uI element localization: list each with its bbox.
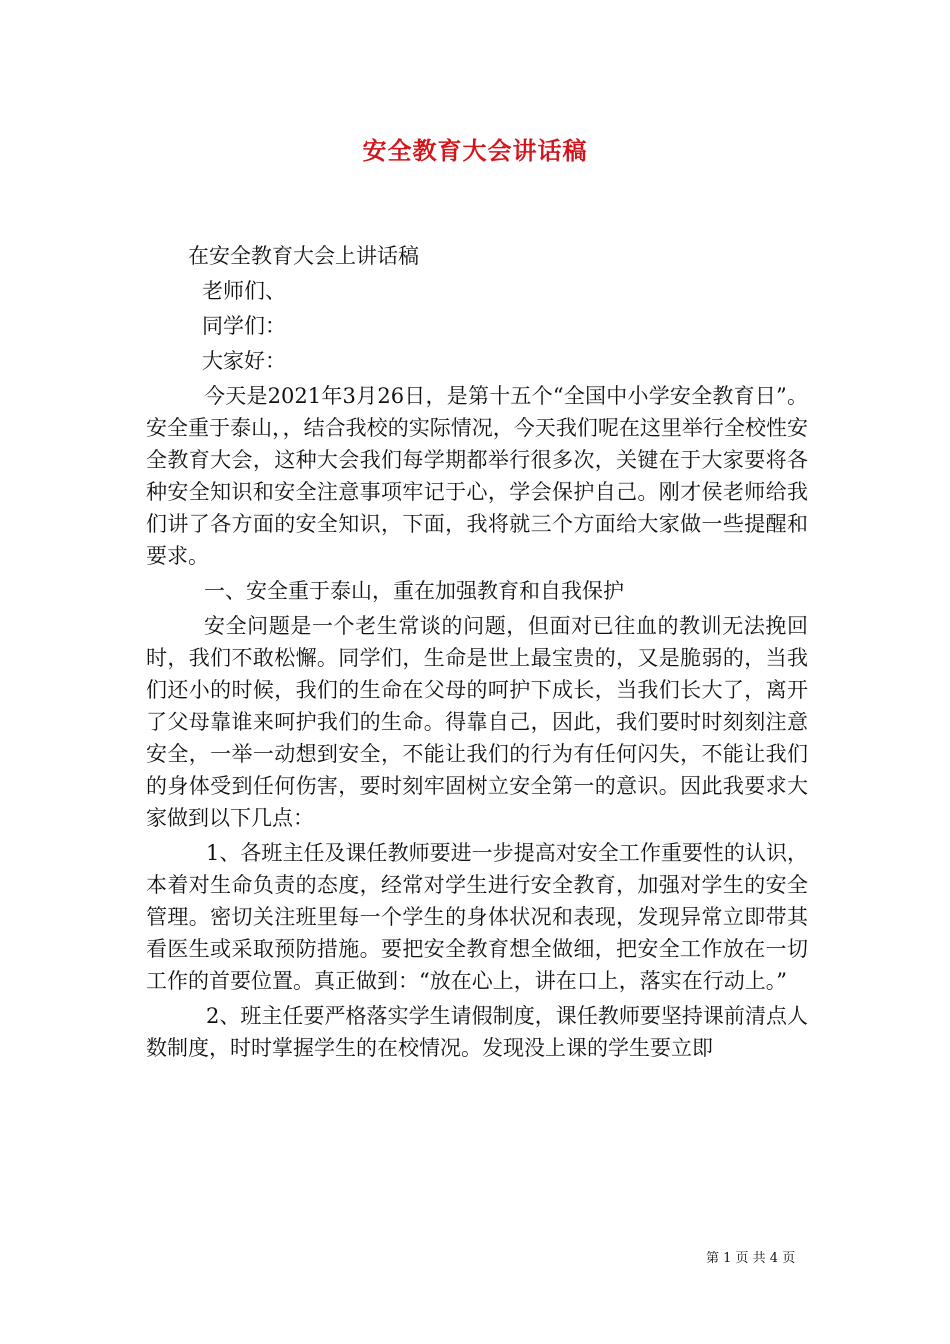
salutation-teachers: 老师们、 (202, 279, 286, 303)
paragraph-intro: 今天是2021年3月26日，是第十五个“全国中小学安全教育日”。安全重于泰山，，结合我校的实际情况，今天我们呢在这里举行全校性安全教育大会，这种大会我们每学期都举行很多次，关键在于大家要将各种安全知识和安全注意事项牢记于心，学会保护自己。刚才侯老师给我们讲了各方面的安全知识，下面，我将就三个方面给大家做一些提醒和要求。 (146, 384, 808, 568)
speech-subtitle: 在安全教育大会上讲话稿 (188, 244, 419, 268)
paragraph-safety: 安全问题是一个老生常谈的问题，但面对已往血的教训无法挽回时，我们不敢松懈。同学们，生命是世上最宝贵的，又是脆弱的，当我们还小的时候，我们的生命在父母的呵护下成长，当我们长大了，离开了父母靠谁来呵护我们的生命。得靠自己，因此，我们要时时刻刻注意安全，一举一动想到安全，不能让我们的行为有任何闪失，不能让我们的身体受到任何伤害，要时刻牢固树立安全第一的意识。因此我要求大家做到以下几点： (146, 614, 808, 830)
salutation-students: 同学们： (202, 314, 286, 338)
list-item-2: 2、班主任要严格落实学生请假制度，课任教师要坚持课前清点人数制度，时时掌握学生的在校情况。发现没上课的学生要立即 (146, 1004, 808, 1060)
greeting: 大家好： (202, 349, 286, 373)
document-body (146, 240, 808, 1067)
list-item-1: 1、各班主任及课任教师要进一步提高对安全工作重要性的认识，本着对生命负责的态度，经常对学生进行安全教育，加强对学生的安全管理。密切关注班里每一个学生的身体状况和表现，发现异常立即带其看医生或采取预防措施。要把安全教育想全做细，把安全工作放在一切工作的首要位置。真正做到：“放在心上，讲在口上，落实在行动上。” (146, 841, 808, 993)
document-title: 安全教育大会讲话稿 (362, 136, 588, 165)
section-heading-1: 一、安全重于泰山，重在加强教育和自我保护 (204, 579, 624, 603)
page-number: 第 1 页 共 4 页 (706, 1251, 796, 1266)
